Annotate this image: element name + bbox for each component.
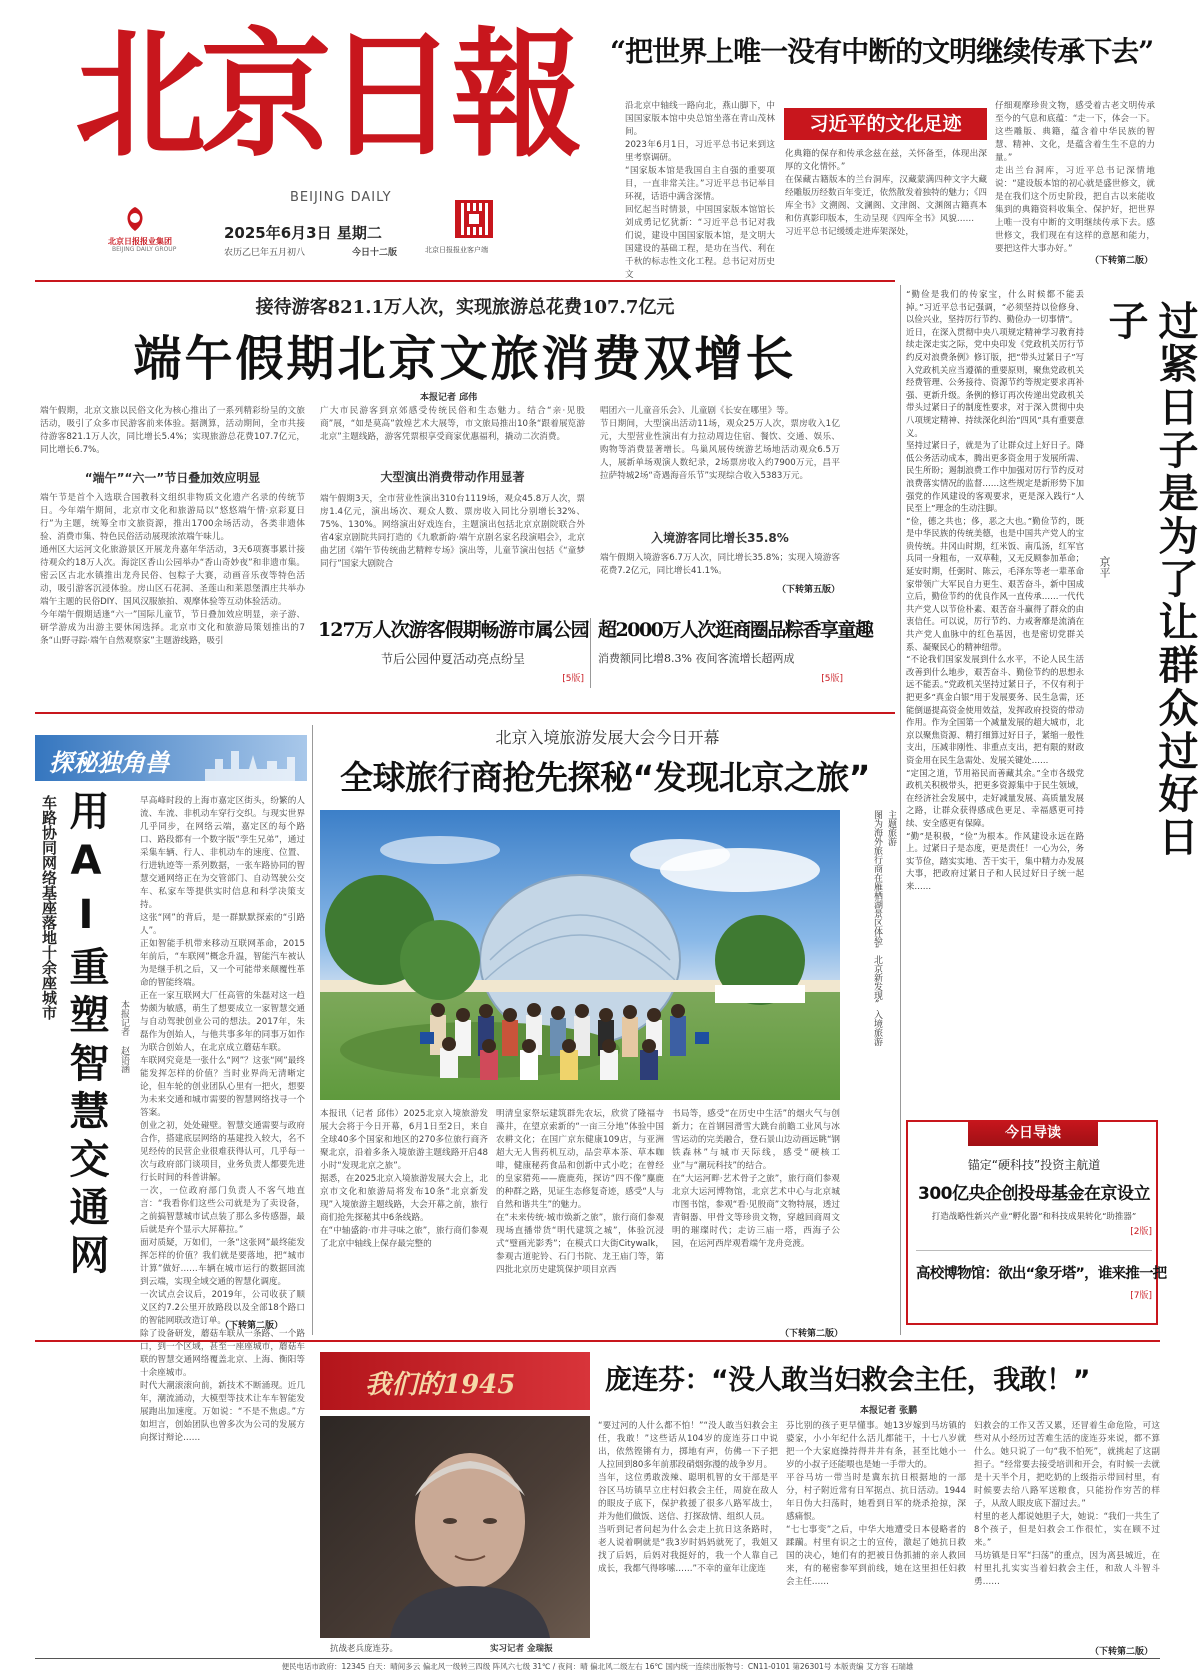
main-byline: 本报记者 邱伟 xyxy=(420,393,478,403)
story-byline: 本报记者 张鹏 xyxy=(860,1406,918,1416)
main-col-3 xyxy=(600,405,840,605)
tourism-headline: 全球旅行商抢先探秘“发现北京之旅” xyxy=(340,758,870,797)
promo-divider xyxy=(590,618,591,688)
story-col-2: 芬比别的孩子更早懂事。她13岁嫁到马坊镇的婆家，小小年纪什么活儿都能干，十七八岁就把一个大家庭操持得井井有条，甚至比她小一岁的小叔子还能喂也是她一手带大的。 平谷马坊一带当时是冀东抗日根据地的一部分，村子附近常有日军据点、抗日活动。1944年日伪大扫荡时，她看到日军的烧杀抢掠，深感痛恨。 “七七事变”之后，中华大地遭受日本侵略者的蹂躏。村里有识之士的宣传，激起了她抗日救国的决心，她们有的把被日伪抓捕的亲人救回来，有的秘密参军到前线，她在这里担任妇救会主任…… xyxy=(786,1421,966,1587)
promo-parks-title: 127万人次游客假期畅游市属公园 xyxy=(318,619,589,641)
main-col3-intro: 唱团六一儿童音乐会》、儿童剧《长安在哪里》等。 节日期间，大型演出活动11场，观众25万人次，票房收入1亿元，大型营业性演出有力拉动周边住宿、餐饮、交通、娱乐、购物等消费显著增长。鸟巢风展传统游艺场地活动观众6.5万人，展新单场观演人数纪录，2场票房收入约7900万元，昌平拉萨特城2场“奇遇海音乐节”实现综合收入5383万元。 xyxy=(600,406,840,481)
masthead-title xyxy=(75,13,577,176)
story-photo-credit: 实习记者 金瑞振 xyxy=(490,1644,553,1654)
commentary-text: “勤俭是我们的传家宝，什么时候都不能丢掉。”习近平总书记强调，“必须坚持以俭修身、以俭兴业，坚持厉行节约、勤俭办一切事情”。 近日，在深入贯彻中央八项规定精神学习教育持续走深走实之际，党中央印发《党政机关厉行节约反对浪费条例》修订版，把“带头过紧日子”写入党政机关应当遵循的重要原则，聚焦党政机关经费管理、公务接待、资源节约等规定要求再补强、更新升级。条例的修订再次传递出党政机关带头过紧日子的制度性要求，对于深入贯彻中央八项规定精神、持续深化纠治“四风”具有重要意义。 坚持过紧日子，就是为了让群众过上好日子。降低公务活动成本，腾出更多资金用于发展所需、民生所盼；遏制浪费工作中加强对厉行节约反对浪费落实情况的监督……这些规定是新形势下加强党的作风建设的客观要求，更是深入践行“人民至上”理念的生动注脚。 “俭，德之共也；侈，恶之大也。”勤俭节约，既是中华民族的传统美德，也是中国共产党人的宝贵传统。井冈山时期，红米饭、南瓜汤，红军官兵同一身粗布，一双草鞋，又无反顾参加革命；延安时期，任弼时、陈云，毛泽东等老一辈革命家带领广大军民自力更生、艰苦奋斗，新中国成立后，勤俭节约的优良作风一直传承……一代代共产党人以节俭朴素、艰苦奋斗赢得了群众的由衷信任。可以说，厉行节约、力戒奢靡是流淌在共产党人血脉中的红色基因，也是密切党群关系、凝聚民心的精神纽带。 “不论我们国家发展到什么水平，不论人民生活改善到什么地步，艰苦奋斗、勤俭节约的思想永远不能丢。”党政机关坚持过紧日子，不仅有利于把更多“真金白银”用于发展要务、民生急需，还能倒逼提高资金使用效益，发挥政府投资的带动作用。作为全国第一个减量发展的超大城市，北京以聚焦资源、精打细算过好日子，紧缩一般性支出，压减非刚性、非重点支出，把有限的财政资金用在民生急需处、发展关键处…… “定国之道，节用裕民而善藏其余。”全市各级党政机关积极带头，把更多资源集中于民生领域，在经济社会发展中，走好减量发展、高质量发展之路，让群众获得感成色更足、幸福感更可持续、安全感更有保障。 “勤”是积极，“俭”为根本。作风建设永远在路上。过紧日子是态度，更是责任！一心为公，务实节俭，踏实实地、苦干实干，集中精力办发展大事，把政府过紧日子和人民过好日子统一起来…… xyxy=(906,289,1084,891)
lunar-date: 农历乙巳年五月初八 xyxy=(224,248,306,258)
main-headline: 端午假期北京文旅消费双增长 xyxy=(133,331,797,387)
main-col1-body: 端午节是首个入选联合国教科文组织非物质文化遗产名录的传统节日。今年端午期间，北京市文化和旅游局以“悠悠端午情·京彩夏日行”为主题，统筹全市文旅资源，推出1700余场活动，各类非遗体验、消费市集、特色民俗活动展现浓浓端午味儿。 通州区大运河文化旅游景区开展龙舟嘉年华活动，3天6项赛事累计接待观众约18万人次。海淀区香山公园举办“香山奇妙夜”和非遗市集。密云区古北水镇推出龙舟民俗、包粽子大赛，动画音乐夜等特色活动，吸引游客沉浸体验。房山区石花洞、圣莲山和莱恩堡酒庄共举办端午主题的民俗DIY、国风汉服旅拍、观摩体验等互动体验活动。 今年端午假期适逢“六一”国际儿童节，节日叠加效应明显，亲子游、研学游成为出游主要休闲选择。北京市文化和旅游局策划推出的7条“山野寻踪·端午自然观察家”主题游线路，吸引 xyxy=(40,493,305,646)
teaser-box xyxy=(906,1120,1167,1325)
tourism-photo-scene xyxy=(320,810,840,1100)
city-skyline-icon xyxy=(205,741,305,781)
main-sub-1: “端午”“六一”节日叠加效应明显 xyxy=(84,471,261,485)
teaser-divider xyxy=(916,1250,1152,1251)
story-col-3: 妇救会的工作又苦又累，还冒着生命危险，可这些对从小经历过苦难生活的庞连芬来说，都不算什么。她只说了一句“我不怕死”，就挑起了这副担子。“经常要去接受培训和开会，有时候一去就是十天半个月，把吃奶的上级指示带回村里，有时候要去给八路军送粮食，只能扮作穷苦的样子，从敌人眼皮底下溜过去。” 村里的老人都说她胆子大，她说：“我们一共生了8个孩子，但是妇救会工作很忙，实在顾不过来。” 马坊镇是日军“扫荡”的重点，因为离县城近，在村里扎扎实实当着妇救会主任，和敌人斗智斗勇…… xyxy=(974,1421,1160,1587)
tourism-col-3: 书局等，感受“在历史中生活”的烟火气与创新力；在首钢园滑雪大跳台前瞻工业风与冰雪运动的完美融合，登石景山边动画远眺“钢铁森林”与城市天际线，感受“硬核工业”与“潮玩科技”的结合。 在“大运河畔·艺术骨子之旅”，旅行商们参观北京大运河博物馆，北京艺术中心与北京城市图书馆，参观“看·见殷商”文物特展，透过青铜器、甲骨文等珍贵文物，穿越回商周文明的璀璨时代；走访三庙一塔，西海子公园，在运河西岸观看端午龙舟竞渡。 xyxy=(672,1109,840,1249)
story-banner-label: 我们的1945 xyxy=(365,1370,516,1400)
promo-malls-page: [5版] xyxy=(821,674,843,684)
lead-continue: （下转第二版） xyxy=(1090,256,1154,266)
teaser-2[interactable] xyxy=(916,1262,1167,1317)
lead-section-tag: 习近平的文化足迹 xyxy=(784,108,987,140)
story-photo-caption: 抗战老兵庞连芬。 xyxy=(330,1644,399,1654)
qr-code-icon xyxy=(455,200,493,238)
teaser-1-kicker: 锚定“硬科技”投资主航道 xyxy=(967,1158,1101,1172)
commentary-headline: 过紧日子是为了让群众过好日子 xyxy=(1102,300,1198,859)
commentary-border xyxy=(900,285,901,1335)
tourism-continue: （下转第二版） xyxy=(780,1329,844,1339)
client-label: 北京日报报业客户端 xyxy=(425,246,488,254)
ai-side-title: 车路协同网络基座落地十余座城市 xyxy=(40,795,58,1020)
main-col2-intro: 广大市民游客到京郊感受传统民俗和生态魅力。结合“亲·见股商”展，“如是莫高”敦煌艺术大展等，市文旅局推出10条“跟着展览游北京”主题线路，游客凭票根享受商家优惠福利，撬动二次消费。 xyxy=(320,406,585,442)
group-name-en: BEIJING DAILY GROUP xyxy=(112,246,177,253)
masthead-char-2: 京 xyxy=(200,13,326,176)
ai-byline: 本报记者 赵语涵 xyxy=(119,1000,129,1073)
story-col-1: “要过河的人什么都不怕！”“没人敢当妇救会主任，我敢！”这些话从104岁的庞连芬口中说出，依然铿锵有力，掷地有声，仿佛一下子把人拉回到80多年前那段硝烟弥漫的战争岁月。 当年，这位勇敢泼辣、聪明机智的女干部是平谷区马坊镇早立庄村妇救会主任，周旋在敌人的眼皮子底下，保护救援了很多八路军战士，并为他们做饭、送信、打探敌情、组织人员。 当听到记者问起为什么会走上抗日这条路时，老人说着啊就是“我3岁时妈妈就死了，我姐又找了后妈，后妈对我挺好的，我一个人靠自己成长，我都气得哆嗦……”不幸的童年让庞连 xyxy=(598,1421,778,1574)
story-banner xyxy=(320,1352,590,1410)
masthead-char-4: 報 xyxy=(451,13,577,176)
promo-parks-page: [5版] xyxy=(562,674,584,684)
masthead-char-3: 日 xyxy=(325,13,452,176)
promo-malls-sub: 消费额同比增8.3% 夜间客流增长超两成 xyxy=(598,652,795,665)
promo-parks[interactable] xyxy=(318,615,588,690)
main-col2-body: 端午假期3天，全市营业性演出310台1119场，观众45.8万人次，票房1.4亿元，演出场次、观众人数、票房收入同比分别增长32%、75%、130%。网络演出好戏连台，主题演出包括北京京剧院联合外省4家京剧院共同打造的《九歌新韵·端午京剧名家名段演唱会》，北京曲艺团《端午节传统曲艺精粹专场》演出等，儿童节演出包括《“童梦同行”国家大剧院合 xyxy=(320,494,585,569)
main-col-1 xyxy=(40,405,305,690)
lead-col-1: 沿北京中轴线一路向北，燕山脚下，中国国家版本馆中央总馆坐落在青山茂林间。 2023年6月1日，习近平总书记来到这里考察调研。 “国家版本馆是我国自主自强的重要项目，一直非常关注。”习近平总书记举目环视，话语中满含深情。 回忆起当时情景，中国国家版本馆馆长刘成勇记忆犹新：“习近平总书记对我们说，建设中国国家版本馆，是文明大国建设的基础工程，是功在当代、利在千秋的标志性文化工程。总书记对历史文 xyxy=(625,101,775,280)
top-rule xyxy=(35,280,895,282)
main-sub-3: 入境游客同比增长35.8% xyxy=(651,531,789,545)
story-continue: （下转第二版） xyxy=(1090,1647,1154,1657)
lead-col-3: 仔细观摩珍贵文物，感受着古老文明传承至今的气息和底蕴：“走一下，体会一下。这些雕版、典籍，蕴含着中华民族的智慧、精神、文化，是蕴含着生生不息的力量。” 走出兰台洞库，习近平总书记深情地说：“建设版本馆的初心就是盛世修文，就是在我们这个历史阶段，把自古以来能收集到的典籍资料收集全、保护好，把世界上唯一没有中断的文明继续传承下去。感世修文，我们现在有这样的意愿和能力，要把这件大事办好。” xyxy=(995,101,1155,254)
footer-rule xyxy=(35,1658,1160,1659)
teaser-1-page: [2版] xyxy=(1130,1227,1152,1237)
story-photo xyxy=(320,1416,590,1638)
masthead-english: BEIJING DAILY xyxy=(290,190,392,205)
lead-col-2: 化典籍的保存和传承念兹在兹，关怀备至，体现出深厚的文化情怀。” 在保藏古籍版本的兰台洞库，汉藏蒙满四种文字大藏经雕版历经数百年变迁，依然散发着独特的魅力；《四库全书》文溯阁、文澜阁、文津阁、文渊阁古籍真本和仿真影印版本，生动呈现《四库全书》风貌…… 习近平总书记缓缓走进库架深处， xyxy=(785,149,987,237)
ai-section-banner xyxy=(35,735,307,781)
mid-rule xyxy=(35,712,895,714)
portrait-scene xyxy=(320,1416,590,1638)
footer-info: 便民电话市政府：12345 白天：晴间多云 偏北风一级转三四级 阵风六七级 31℃ / 夜间：晴 偏北风二级左右 16℃ 国内统一连续出版物号：CN11-0101 第26301号 本版责编 艾方容 石瑞雄 xyxy=(281,1662,914,1671)
group-name: 北京日报报业集团 xyxy=(108,237,172,246)
teaser-1-sub: 打造战略性新兴产业“孵化器”和科技成果转化“助推器” xyxy=(931,1212,1137,1222)
teaser-2-page: [7版] xyxy=(1130,1291,1152,1301)
story-headline: 庞连芬：“没人敢当妇救会主任，我敢！” xyxy=(605,1365,1090,1396)
main-col3-body: 端午假期入境游客6.7万人次，同比增长35.8%；实现入境游客花费7.2亿元，同比增长41.1%。 xyxy=(600,553,840,576)
bottom-rule xyxy=(35,1340,1160,1342)
page-count: 今日十二版 xyxy=(352,248,398,258)
group-logo-icon xyxy=(120,205,150,233)
tourism-col-1: 本报讯（记者 邱伟）2025北京入境旅游发展大会将于今日开幕，6月1日至2日，来自全球40多个国家和地区的270多位旅行商齐聚北京，沿着多条入境旅游主题线路开启48小时“发现北京之旅”。 据悉，在2025北京入境旅游发展大会上，北京市文化和旅游局将发布10条“北京新发现”入境旅游主题线路，大会开幕之前，旅行商们抢先探秘其中6条线路。 在“中轴盛韵·市井寻味之旅”，旅行商们参观了北京中轴线上保存最完整的 xyxy=(320,1109,488,1249)
main-continue: （下转第五版） xyxy=(776,585,840,595)
masthead-char-1: 北 xyxy=(75,13,201,176)
issue-date: 2025年6月3日 星期二 xyxy=(224,224,382,242)
teaser-1-title: 300亿央企创投母基金在京设立 xyxy=(918,1184,1150,1204)
tourism-photo xyxy=(320,810,840,1100)
lead-headline: “把世界上唯一没有中断的文明继续传承下去” xyxy=(610,35,1154,68)
ai-continue: （下转第二版） xyxy=(220,1321,284,1331)
teaser-2-title: 高校博物馆：欲出“象牙塔”，谁来推一把 xyxy=(916,1266,1167,1282)
tourism-photo-caption: 主题旅游 图为海外旅行商在雁栖湖景区体验“北京新发现”入境旅游 xyxy=(872,810,896,1046)
commentary-author: 京平 xyxy=(1098,556,1111,578)
ai-headline: 用AI重塑智慧交通网 xyxy=(63,790,109,1282)
teaser-header: 今日导读 xyxy=(968,1120,1098,1146)
promo-malls-title: 超2000万人次逛商圈品粽香享童趣 xyxy=(598,619,873,641)
tourism-col-2: 明清皇家祭坛建筑群先农坛，欣赏了隆福寺藻井，在望京索新的“一亩三分地”体验中国农耕文化；在国广京东健康109店，与亚洲超大无人售药机互动，品尝草本茶、草本咖啡，健康秘药食品和创新中式小吃；在曾经的皇家猎苑——鹿鹿苑，探访“四不像”麋鹿的种群之路，见证生态修复奇迹，感受“人与自然和谐共生”的魅力。 在“未来传统·城市焕新之旅”，旅行商们参观现场直播带货“明代建筑之城”，体验沉浸式“璧画光影秀”；在模式口大街Citywalk，参观古道驼铃、石门书院、龙王庙门等，第四批北京历史建筑保护项目京西 xyxy=(496,1109,664,1275)
main-col-2 xyxy=(320,405,585,605)
ai-banner-label: 探秘独角兽 xyxy=(49,749,169,777)
main-col1-intro: 端午假期，北京文旅以民俗文化为核心推出了一系列精彩纷呈的文旅活动，吸引了众多市民游客前来体验。据测算，活动期间，全市共接待游客821.1万人次，同比增长5.4%；实现旅游总花费107.7亿元，同比增长6.7%。 xyxy=(40,406,305,455)
masthead xyxy=(0,0,600,260)
main-kicker: 接待游客821.1万人次，实现旅游总花费107.7亿元 xyxy=(255,297,675,318)
promo-malls[interactable] xyxy=(598,615,873,690)
main-sub-2: 大型演出消费带动作用显著 xyxy=(380,470,525,484)
promo-parks-sub: 节后公园仲夏活动亮点纷呈 xyxy=(380,652,525,666)
tourism-kicker: 北京入境旅游发展大会今日开幕 xyxy=(495,728,720,747)
teaser-1[interactable] xyxy=(916,1156,1152,1246)
ai-divider xyxy=(312,725,313,1335)
ai-text: 早高峰时段的上海市嘉定区街头，纷繁的人流、车流、非机动车穿行交织。与现实世界几乎同步，在网络云端，嘉定区的每个路口、路段都有一个数字版“孪生兄弟”，通过采集车辆、行人、非机动车的速度、位置、行进轨迹等一系列数据，一张车路协同的智慧交通网络正在为交管部门、自动驾驶公交车、私家车等提供实时信息和科学决策支持。 这张“网”的背后，是一群默默探索的“引路人”。 正如智能手机带来移动互联网革命，2015年前后，“车联网”概念升温，智能汽车被认为是继手机之后，又一个可能带来颠覆性革命的智能终端。 正在一家互联网大厂任高管的朱磊对这一趋势颇为敏感，萌生了想要成立一家智慧交通与自动驾驶创业公司的想法。2017年，朱磊作为创始人，与他共事多年的同事万如作为联合创始人，在北京成立蘑菇车联。 车联网究竟是一张什么“网”？这张“网”最终能发挥怎样的价值？当时业界尚无清晰定论，但车轮的创业团队心里有一把火，想要为未来交通和城市需要的智慧网络找寻一个答案。 创业之初，处处碰壁。智慧交通需要与政府合作，搭建底层网络的基建投入较大，名不见经传的民营企业很难获得认可，几乎每一次与政府部门谈项目，业务负责人都要先进行长时间的科普讲解。 一次，一位政府部门负责人不客气地直言：“我看你们这些公司就是为了卖设备，之前搞智慧城市试点装了那么多传感器，最后就是弃个显示大屏幕拉。” 面对质疑，万如们，一条“这张网”最终能发挥怎样的价值？我们就是要落地，把“城市计算”做好……车辆在城市运行的数据回流到云端，实现全域交通的智慧化调度。 一次试点会议后，2019年，公司收获了顺义区约7.2公里开放路段以及全部18个路口的智能网联改造订单。 除了设备研发，蘑菇车联从一条路、一个路口，到一个区域，甚至一座座城市，蘑菇车联的智慧交通网络覆盖北京、上海、衡阳等十余座城市。 时代大潮滚滚向前，新技术不断涌现。近几年，潮流涌动，大模型等技术让车车智能发展跑出加速度。万如说：“不是不焦虑。”方如坦言，创始团队也曾多次为公司的发展方向探讨辩论…… xyxy=(140,796,305,1443)
